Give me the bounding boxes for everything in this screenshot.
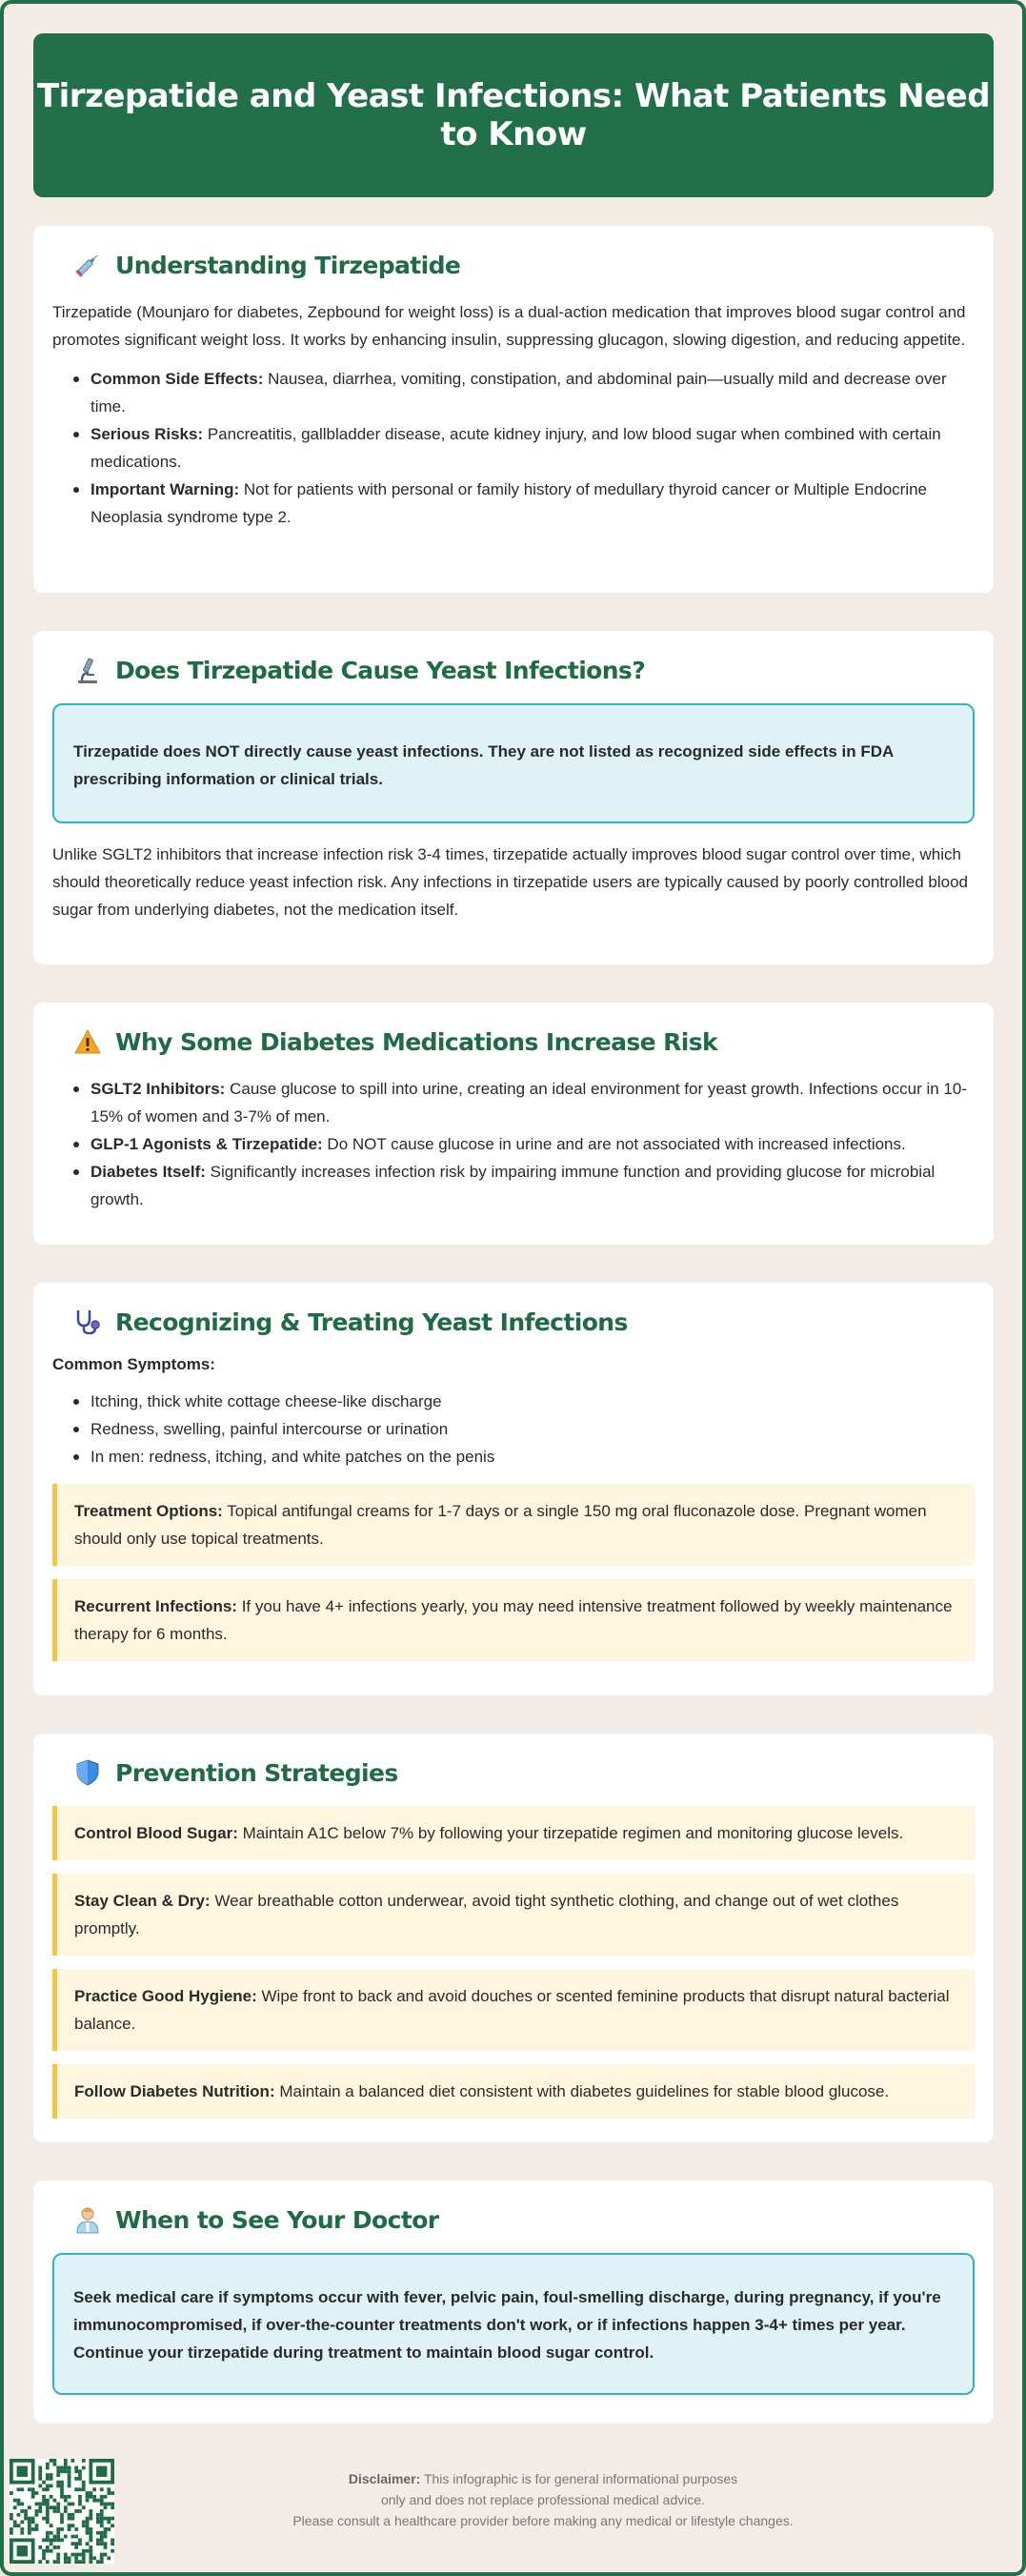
disclaimer	[191, 2468, 895, 2531]
section-risk	[33, 1003, 994, 1245]
list-item	[73, 1075, 975, 1130]
item-label: Stay Clean & Dry:	[74, 1892, 211, 1910]
item-text: Maintain a balanced diet consistent with diabetes guidelines for stable blood glucose.	[274, 2082, 890, 2100]
disclaimer-line: This infographic is for general informational purposes	[420, 2471, 738, 2486]
list-item: Itching, thick white cottage cheese-like discharge	[73, 1388, 975, 1415]
item-text: Do NOT cause glucose in urine and are not associated with increased infections.	[322, 1135, 906, 1153]
side-effects-list	[52, 365, 975, 531]
disclaimer-line: Please consult a healthcare provider before making any medical or lifestyle changes.	[292, 2513, 794, 2528]
infographic	[33, 33, 994, 2462]
section-prevention	[33, 1734, 994, 2142]
section-title: Does Tirzepatide Cause Yeast Infections?	[115, 656, 646, 684]
item-label: Important Warning:	[91, 480, 240, 498]
treatment-note	[52, 1484, 975, 1566]
item-text: Maintain A1C below 7% by following your tirzepatide regimen and monitoring glucose levels.	[237, 1824, 904, 1842]
risk-list	[52, 1075, 975, 1213]
disclaimer-line: only and does not replace professional medical advice.	[380, 2492, 706, 2507]
section-title: Recognizing & Treating Yeast Infections	[115, 1308, 628, 1336]
item-text: Nausea, diarrhea, vomiting, constipation, and abdominal pain—usually mild and decrease over time.	[91, 370, 947, 416]
stethoscope-icon	[71, 1306, 104, 1338]
section-title: Understanding Tirzepatide	[115, 251, 461, 279]
microscope-icon	[71, 654, 104, 686]
disclaimer-label: Disclaimer:	[348, 2471, 421, 2486]
item-text: Wear breathable cotton underwear, avoid tight synthetic clothing, and change out of wet clothes promptly.	[74, 1892, 899, 1937]
section-understanding	[33, 226, 994, 593]
prevention-item	[52, 2064, 975, 2119]
section-header	[52, 2203, 975, 2236]
symptoms-list	[52, 1388, 975, 1471]
note-label: Treatment Options:	[74, 1502, 223, 1520]
list-item	[73, 365, 975, 420]
shield-icon	[71, 1756, 104, 1789]
section-cause	[33, 631, 994, 964]
prevention-item	[52, 1874, 975, 1956]
note-label: Recurrent Infections:	[74, 1597, 237, 1615]
section-header	[52, 249, 975, 281]
list-item: In men: redness, itching, and white patches on the penis	[73, 1443, 975, 1471]
key-finding-callout: Tirzepatide does NOT directly cause yeast infections. They are not listed as recognized side effects in FDA prescribing information or clinical trials.	[52, 703, 975, 823]
item-text: Wipe front to back and avoid douches or scented feminine products that disrupt natural bacterial balance.	[74, 1987, 950, 2033]
page-header	[33, 33, 994, 197]
list-item	[73, 1158, 975, 1213]
warning-icon	[71, 1025, 104, 1058]
item-text: Not for patients with personal or family history of medullary thyroid cancer or Multiple Endocrine Neoplasia syndrome type 2.	[91, 480, 928, 526]
section-header	[52, 1025, 975, 1058]
item-label: GLP-1 Agonists & Tirzepatide:	[91, 1135, 323, 1153]
list-item	[73, 476, 975, 531]
section-header	[52, 1756, 975, 1789]
symptoms-heading: Common Symptoms:	[52, 1355, 215, 1373]
note-text: If you have 4+ infections yearly, you may need intensive treatment followed by weekly maintenance therapy for 6 months.	[74, 1597, 953, 1643]
section-header	[52, 654, 975, 686]
list-item	[73, 420, 975, 476]
doctor-icon	[71, 2203, 104, 2236]
cause-body-text: Unlike SGLT2 inhibitors that increase infection risk 3-4 times, tirzepatide actually improves blood sugar control over time, which should theoretically reduce yeast infection risk. Any infections in tirzepatide users are typically caused by poorly controlled blood sugar from underlying diabetes, not the medication itself.	[52, 845, 969, 919]
intro-text: Tirzepatide (Mounjaro for diabetes, Zepbound for weight loss) is a dual-action medication that improves blood sugar control and promotes significant weight loss. It works by enhancing insulin, suppressing glucagon, slowing digestion, and reducing appetite.	[52, 303, 966, 349]
item-label: Serious Risks:	[91, 425, 204, 443]
item-label: Control Blood Sugar:	[74, 1824, 238, 1842]
item-label: SGLT2 Inhibitors:	[91, 1080, 226, 1098]
page-footer	[0, 2459, 1026, 2573]
section-title: When to See Your Doctor	[115, 2205, 439, 2234]
qr-code-icon[interactable]	[10, 2459, 114, 2564]
item-text: Pancreatitis, gallbladder disease, acute kidney injury, and low blood sugar when combined with certain medications.	[91, 425, 941, 471]
item-label: Diabetes Itself:	[91, 1163, 206, 1181]
section-treating	[33, 1283, 994, 1695]
list-item: Redness, swelling, painful intercourse or urination	[73, 1415, 975, 1443]
section-title: Why Some Diabetes Medications Increase Risk	[115, 1027, 718, 1056]
item-label: Follow Diabetes Nutrition:	[74, 2082, 275, 2100]
doctor-callout: Seek medical care if symptoms occur with fever, pelvic pain, foul-smelling discharge, during pregnancy, if you're immunocompromised, if over-the-counter treatments don't work, or if infections happen 3-4+ times per year. Continue your tirzepatide during treatment to maintain blood sugar control.	[52, 2253, 975, 2395]
item-text: Significantly increases infection risk by impairing immune function and providing glucose for microbial growth.	[91, 1163, 935, 1208]
section-title: Prevention Strategies	[115, 1758, 398, 1787]
note-text: Topical antifungal creams for 1-7 days or a single 150 mg oral fluconazole dose. Pregnant women should only use topical treatments.	[74, 1502, 927, 1548]
section-header	[52, 1306, 975, 1338]
list-item	[73, 1130, 975, 1158]
syringe-icon	[71, 249, 104, 281]
recurrent-note	[52, 1579, 975, 1661]
prevention-item	[52, 1806, 975, 1860]
item-text: Cause glucose to spill into urine, creating an ideal environment for yeast growth. Infections occur in 10-15% of women and 3-7% of men.	[91, 1080, 967, 1126]
item-label: Practice Good Hygiene:	[74, 1987, 257, 2005]
prevention-item	[52, 1969, 975, 2051]
section-doctor	[33, 2180, 994, 2424]
item-label: Common Side Effects:	[91, 370, 264, 388]
page-title: Tirzepatide and Yeast Infections: What Patients Need to Know	[36, 77, 991, 153]
